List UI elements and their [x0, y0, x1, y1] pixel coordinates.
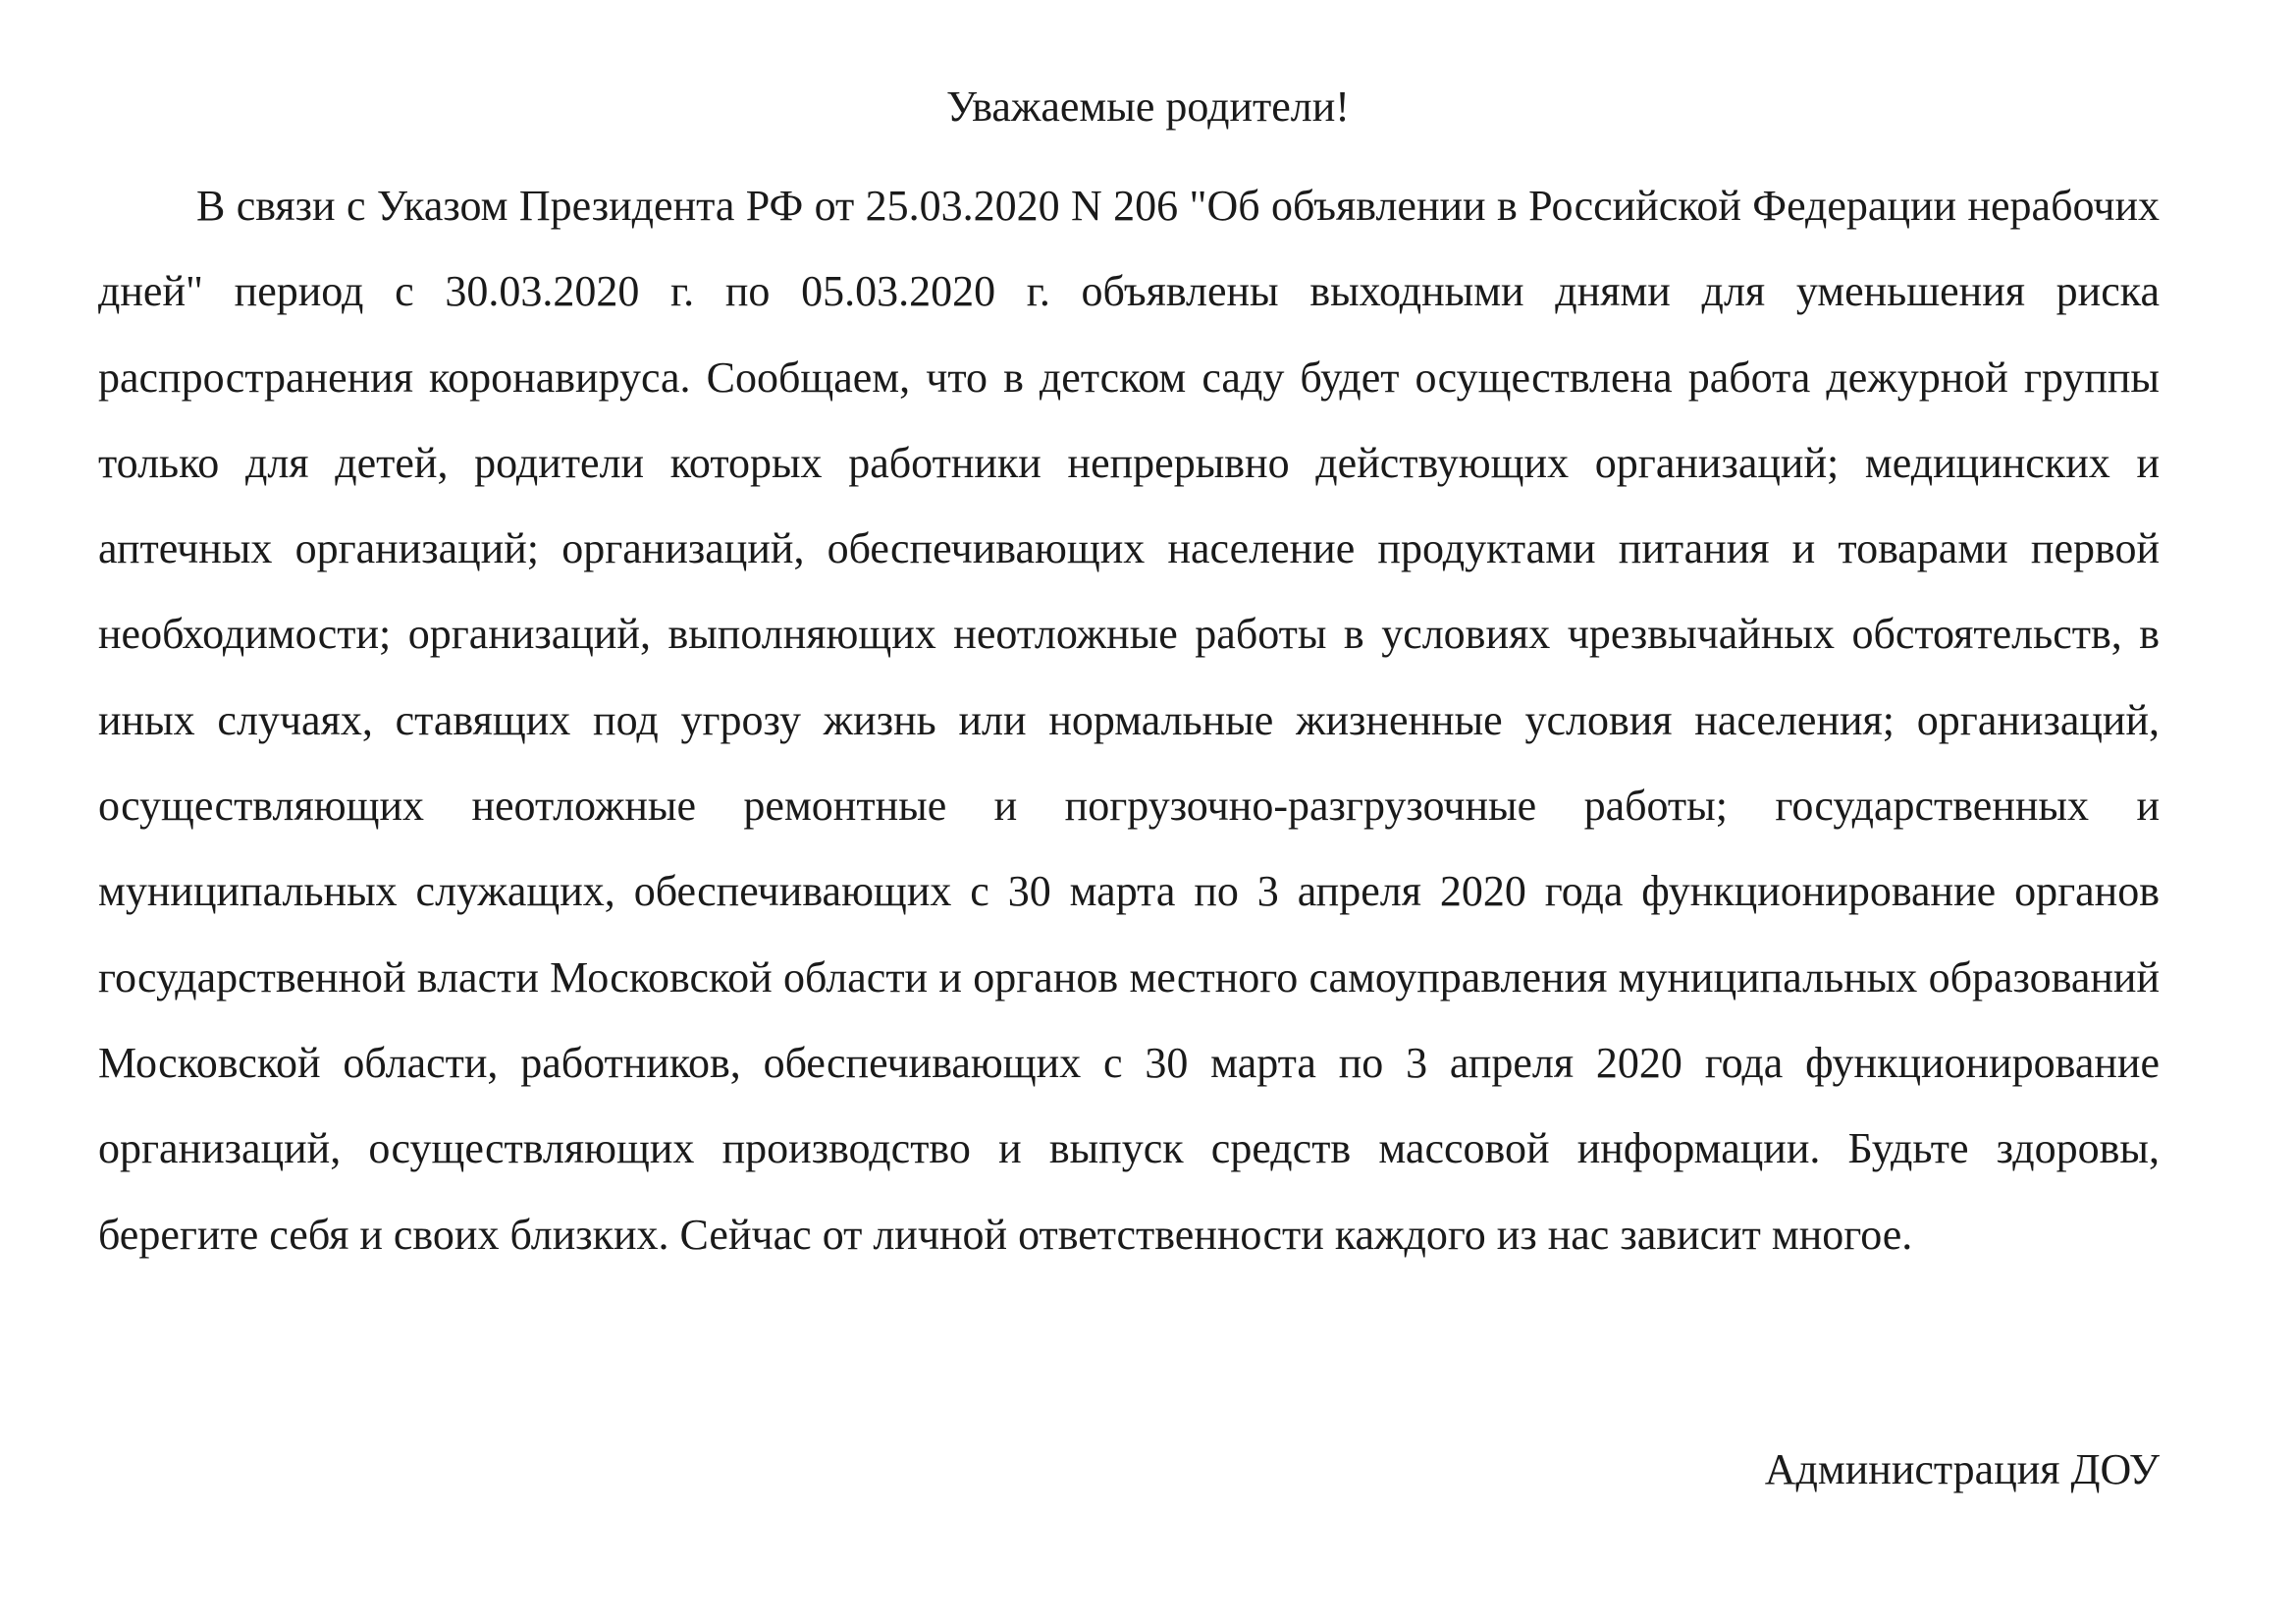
document-title: Уважаемые родители!	[946, 82, 1350, 131]
document-signature: Администрация ДОУ	[1764, 1445, 2160, 1493]
document-body: В связи с Указом Президента РФ от 25.03.2020 N 206 "Об объявлении в Российской Федерации нерабочих дней" период с 30.03.2020 г. по 05.03.2020 г. объявлены выходными днями для уменьшения риска распространения коронавируса. Сообщаем, что в детском саду будет осуществлена работа дежурной группы только для детей, родители которых работники непрерывно действующих организаций; медицинских и аптечных организаций; организаций, обеспечивающих население продуктами питания и товарами первой необходимости; организаций, выполняющих неотложные работы в условиях чрезвычайных обстоятельств, в иных случаях, ставящих под угрозу жизнь или нормальные жизненные условия населения; организаций, осуществляющих неотложные ремонтные и погрузочно-разгрузочные работы; государственных и муниципальных служащих, обеспечивающих с 30 марта по 3 апреля 2020 года функционирование органов государственной власти Московской области и органов местного самоуправления муниципальных образований Московской области, работников, обеспечивающих с 30 марта по 3 апреля 2020 года функционирование организаций, осуществляющих производство и выпуск средств массовой информации. Будьте здоровы, берегите себя и своих близких. Сейчас от личной ответственности каждого из нас зависит многое.	[98, 182, 2160, 1259]
